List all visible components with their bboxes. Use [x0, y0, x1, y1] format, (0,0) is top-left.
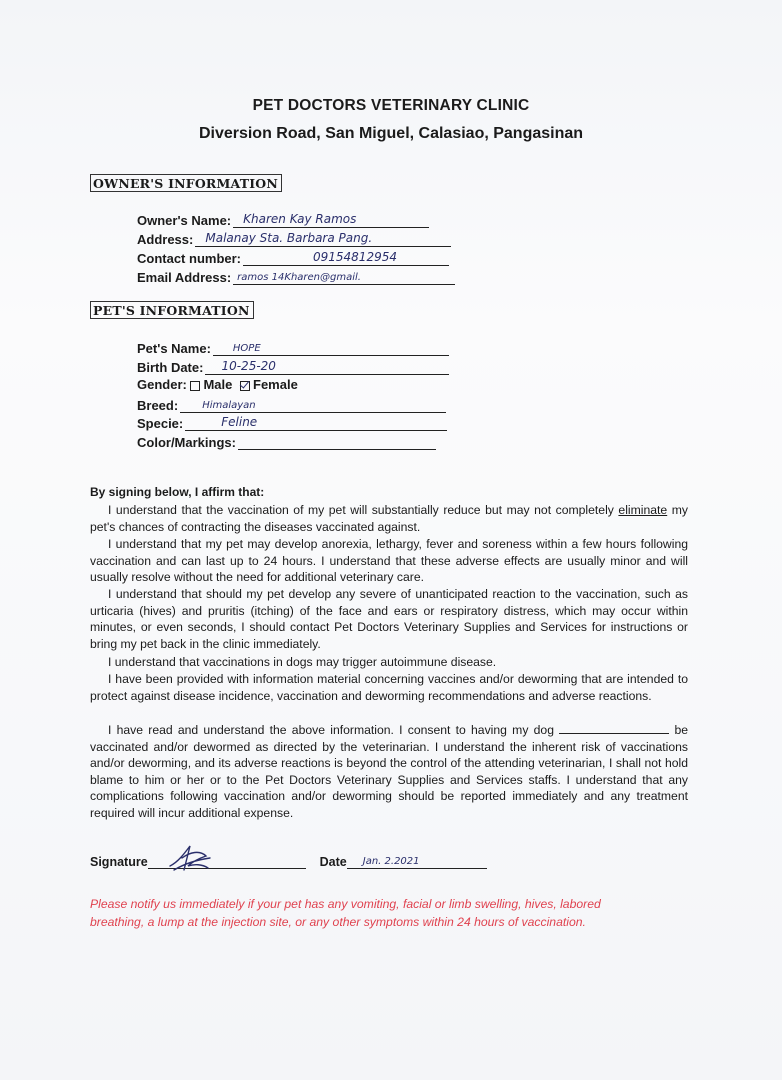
pet-gender-row: [137, 377, 298, 395]
consent-paragraph-1: [90, 502, 688, 535]
pet-specie-field[interactable]: [185, 415, 447, 431]
gender-female-checkbox[interactable]: [240, 381, 250, 391]
pet-name-field[interactable]: [213, 340, 449, 356]
gender-male-label: Male: [203, 377, 233, 392]
p1-underlined-word: eliminate: [618, 503, 668, 517]
consent-paragraph-5: I have been provided with information material concerning vaccines and/or deworming that are intended to protect against disease incidence, vaccination and deworming recommendations and adverse reactions.: [90, 672, 688, 703]
consent-paragraph-2: I understand that my pet may develop anorexia, lethargy, fever and soreness within a few hours following vaccination and can last up to 24 hours. I understand that these adverse effects are usually minor and will usually resolve without the need for additional veterinary care.: [90, 537, 688, 585]
pet-specie-value: Feline: [221, 415, 258, 429]
gender-male-checkbox[interactable]: [190, 381, 200, 391]
owner-contact-row: [137, 250, 449, 268]
p1-text-before: I understand that the vaccination of my pet will substantially reduce but may not completely: [108, 503, 619, 517]
signature-label: Signature: [90, 855, 148, 869]
pet-color-label: Color/Markings:: [137, 435, 236, 450]
gender-female-label: Female: [253, 377, 298, 392]
owner-name-label: Owner's Name:: [137, 213, 232, 228]
owner-email-field[interactable]: [233, 269, 455, 285]
owner-address-value: Malanay Sta. Barbara Pang.: [205, 231, 373, 245]
pet-breed-value: Himalayan: [202, 400, 256, 411]
pet-section-heading: PET'S INFORMATION: [90, 301, 254, 319]
owner-contact-label: Contact number:: [137, 251, 241, 266]
notice-text: Please notify us immediately if your pet has any vomiting, facial or limb swelling, hives, labored breathing, a lump at the injection site, or any other symptoms within 24 hours of vaccination.: [90, 897, 601, 929]
p6-text-after: be vaccinated and/or dewormed as directed by the veterinarian. I understand the inherent risk of vaccinations and/or deworming, and its adverse reactions is beyond the control of the attending veterinarian, I shall not hold blame to him or her or to the Pet Doctors Veterinary Supplies and Services staffs. I understand that any complications following vaccination and/or deworming should be reported immediately and any treatment required will incur additional expense.: [90, 723, 689, 820]
owner-contact-field[interactable]: [243, 250, 449, 266]
pet-specie-row: [137, 415, 447, 433]
pet-breed-label: Breed:: [137, 398, 179, 413]
pet-birth-field[interactable]: [205, 359, 449, 375]
consent-paragraph-3: I understand that should my pet develop any severe of unanticipated reaction to the vaccination, such as urticaria (hives) and pruritis (itching) of the face and ears or respiratory distress, which may occur within minutes, or even seconds, I should contact Pet Doctors Veterinary Supplies and Services for instructions or bring my pet back in the clinic immediately.: [90, 587, 688, 651]
owner-email-value: ramos 14Kharen@gmail.: [237, 272, 361, 283]
signature-field[interactable]: [148, 854, 306, 869]
consent-paragraph-4: I understand that vaccinations in dogs may trigger autoimmune disease.: [108, 655, 497, 669]
consent-paragraph-6: [90, 722, 688, 822]
date-label: Date: [319, 855, 347, 869]
date-field[interactable]: [347, 854, 487, 869]
clinic-name: PET DOCTORS VETERINARY CLINIC: [252, 97, 530, 114]
pet-breed-field[interactable]: [180, 397, 446, 413]
date-value: Jan. 2.2021: [362, 856, 420, 867]
owner-email-label: Email Address:: [137, 270, 232, 285]
dog-name-blank[interactable]: [559, 723, 669, 734]
owner-address-label: Address:: [137, 232, 194, 247]
p1-text-after: my pet's chances of contracting the diseases vaccinated against.: [90, 503, 688, 534]
clinic-address: Diversion Road, San Miguel, Calasiao, Pangasinan: [198, 125, 584, 142]
owner-address-row: [137, 231, 451, 249]
pet-color-row: [137, 434, 436, 452]
pet-birth-value: 10-25-20: [221, 359, 276, 373]
owner-address-field[interactable]: [195, 231, 451, 247]
pet-specie-label: Specie:: [137, 416, 184, 431]
pet-name-value: HOPE: [232, 343, 261, 354]
pet-gender-label: Gender:: [137, 377, 187, 392]
affirmation-intro: By signing below, I affirm that:: [90, 485, 265, 499]
owner-section-heading: OWNER'S INFORMATION: [90, 174, 282, 192]
owner-name-row: [137, 212, 429, 230]
pet-color-field[interactable]: [238, 434, 436, 450]
p6-text-before: I have read and understand the above information. I consent to having my dog: [108, 723, 554, 737]
owner-name-field[interactable]: [233, 212, 429, 228]
signature-row: [90, 854, 487, 869]
pet-birth-label: Birth Date:: [137, 360, 204, 375]
pet-birth-row: [137, 359, 449, 377]
pet-breed-row: [137, 397, 446, 415]
owner-contact-value: 09154812954: [313, 250, 397, 264]
owner-name-value: Kharen Kay Ramos: [243, 212, 357, 226]
pet-name-row: [137, 340, 449, 358]
handwritten-signature-icon: [166, 840, 212, 874]
owner-email-row: [137, 269, 455, 287]
pet-name-label: Pet's Name:: [137, 341, 211, 356]
